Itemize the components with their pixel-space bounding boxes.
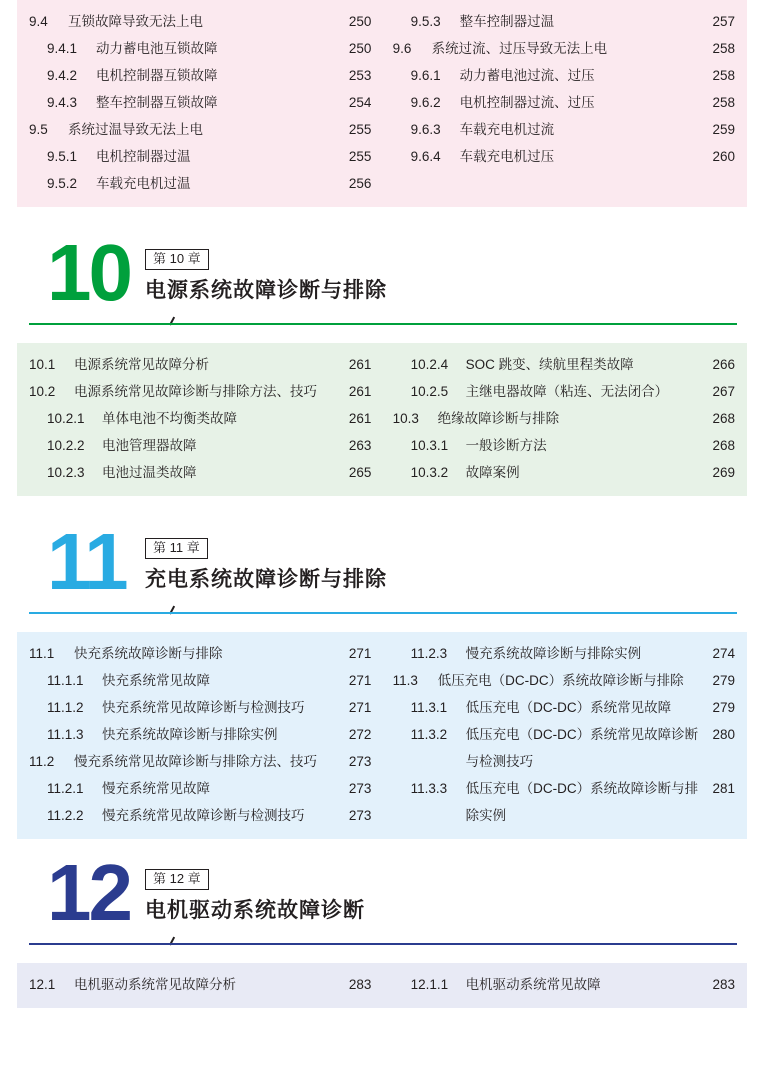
- chapter-number: 12: [47, 848, 130, 937]
- chapter-rule: [29, 323, 737, 325]
- toc-entry-title: 电机控制器互锁故障: [96, 68, 218, 83]
- toc-entry[interactable]: [29, 775, 371, 802]
- toc-entry-number: 11.1.2: [47, 700, 84, 715]
- chapter-rule: [29, 612, 737, 614]
- toc-entry-number: 11.3.3: [410, 781, 448, 796]
- toc-entry-title: 整车控制器互锁故障: [96, 95, 218, 110]
- toc-entry-number: 10.2.3: [47, 465, 85, 480]
- toc-entry[interactable]: [29, 378, 371, 405]
- toc-entry[interactable]: [29, 143, 371, 170]
- toc-entry-title: 快充系统常见故障: [102, 673, 210, 688]
- toc-entry-number: 11.1.1: [47, 673, 84, 688]
- toc-entry-page: 253: [348, 68, 372, 83]
- toc-entry-page: 268: [712, 438, 735, 453]
- chapter-number: 11: [47, 517, 126, 606]
- toc-entry-title: 互锁故障导致无法上电: [68, 14, 203, 29]
- toc-entry[interactable]: [29, 62, 371, 89]
- toc-entry-title: 电机驱动系统常见故障: [465, 977, 601, 992]
- toc-entry-title: 快充系统故障诊断与排除实例: [102, 727, 278, 742]
- toc-entry[interactable]: [393, 62, 735, 89]
- toc-entry-page: 273: [348, 754, 372, 769]
- toc-entry[interactable]: [393, 459, 735, 486]
- toc-column-left: [29, 351, 371, 486]
- toc-entry-number: 10.3.1: [410, 438, 449, 453]
- toc-block-chapter12: [17, 963, 747, 1008]
- toc-entry[interactable]: [29, 694, 371, 721]
- toc-entry-title: 主继电器故障（粘连、无法闭合）: [465, 384, 669, 399]
- toc-entry[interactable]: [29, 89, 371, 116]
- toc-entry-number: 9.6.3: [410, 122, 441, 137]
- toc-entry[interactable]: [29, 802, 371, 829]
- toc-column-right: [393, 8, 735, 197]
- toc-entry-number: 9.5.2: [47, 176, 78, 191]
- toc-entry-page: 256: [348, 176, 372, 191]
- toc-block-chapter11: [17, 632, 747, 839]
- toc-entry-page: 261: [348, 384, 372, 399]
- toc-entry-number: 10.3.2: [410, 465, 449, 480]
- toc-entry-title: 慢充系统常见故障诊断与排除方法、技巧: [74, 754, 317, 769]
- toc-entry[interactable]: [29, 35, 371, 62]
- chapter-title: 充电系统故障诊断与排除: [145, 568, 387, 591]
- toc-entry-title: 电池过温类故障: [102, 465, 197, 480]
- toc-entry[interactable]: [393, 89, 735, 116]
- toc-entry-title: 低压充电（DC-DC）系统故障诊断与排除: [437, 673, 684, 688]
- toc-entry[interactable]: [393, 667, 735, 694]
- toc-entry-page: 254: [348, 95, 372, 110]
- toc-entry-number: 9.4.1: [47, 41, 78, 56]
- toc-entry-page: 258: [712, 41, 735, 56]
- toc-entry-page: 267: [712, 384, 735, 399]
- toc-entry-number: 10.3: [392, 411, 419, 426]
- toc-entry-page: 257: [712, 14, 735, 29]
- toc-entry-number: 9.6.2: [410, 95, 441, 110]
- toc-entry[interactable]: [29, 748, 371, 775]
- toc-entry-title: SOC 跳变、续航里程类故障: [465, 357, 634, 372]
- chapter-number: 10: [47, 228, 130, 317]
- chapter-title: 电机驱动系统故障诊断: [145, 899, 365, 922]
- toc-entry-number: 9.4.2: [47, 68, 78, 83]
- toc-entry-page: 279: [712, 673, 735, 688]
- toc-entry-page: 250: [348, 14, 372, 29]
- toc-entry-number: 11.1: [29, 646, 55, 661]
- toc-entry-title: 电源系统常见故障诊断与排除方法、技巧: [74, 384, 317, 399]
- toc-entry[interactable]: [29, 459, 371, 486]
- toc-entry-number: 10.2: [29, 384, 56, 399]
- toc-entry-title: 车载充电机过流: [459, 122, 555, 137]
- toc-entry[interactable]: [29, 721, 371, 748]
- toc-entry-title: 车载充电机过压: [459, 149, 555, 164]
- toc-entry[interactable]: [29, 667, 371, 694]
- toc-entry-number: 9.5.3: [410, 14, 441, 29]
- toc-entry-page: 283: [348, 977, 372, 992]
- toc-entry-page: 279: [712, 700, 735, 715]
- toc-entry[interactable]: [393, 432, 735, 459]
- toc-entry[interactable]: [393, 8, 735, 35]
- toc-entry[interactable]: [29, 432, 371, 459]
- toc-entry-page: 269: [712, 465, 735, 480]
- toc-entry[interactable]: [29, 351, 371, 378]
- toc-entry-title: 动力蓄电池过流、过压: [459, 68, 595, 83]
- toc-entry-page: 281: [712, 781, 735, 796]
- toc-entry-page: 280: [712, 727, 735, 742]
- toc-entry-title: 低压充电（DC-DC）系统故障诊断与排除实例: [465, 781, 699, 823]
- toc-entry[interactable]: [29, 640, 371, 667]
- toc-entry[interactable]: [29, 971, 371, 998]
- toc-entry-page: 261: [348, 357, 372, 372]
- toc-entry[interactable]: [393, 35, 735, 62]
- toc-entry[interactable]: [29, 405, 371, 432]
- toc-entry-title: 快充系统常见故障诊断与检测技巧: [102, 700, 305, 715]
- toc-entry-title: 电机控制器过流、过压: [459, 95, 595, 110]
- spacer: [0, 333, 764, 343]
- toc-entry-page: 271: [348, 646, 372, 661]
- toc-entry[interactable]: [393, 775, 735, 829]
- toc-entry-number: 9.4: [29, 14, 48, 29]
- toc-entry-title: 电池管理器故障: [102, 438, 197, 453]
- toc-entry-title: 单体电池不均衡类故障: [102, 411, 237, 426]
- toc-column-right: [393, 640, 735, 829]
- toc-entry-page: 272: [348, 727, 372, 742]
- toc-entry-number: 10.2.1: [47, 411, 85, 426]
- chapter-tag: 第 12 章: [145, 869, 209, 890]
- toc-column-left: [29, 8, 371, 197]
- toc-entry-number: 10.2.2: [47, 438, 85, 453]
- toc-entry-page: 255: [348, 122, 372, 137]
- toc-entry-page: 260: [712, 149, 735, 164]
- toc-entry-number: 9.6: [392, 41, 412, 56]
- toc-entry-title: 快充系统故障诊断与排除: [74, 646, 223, 661]
- toc-entry-number: 9.6.4: [410, 149, 441, 164]
- toc-entry[interactable]: [393, 378, 735, 405]
- toc-entry-page: 263: [348, 438, 372, 453]
- toc-entry-page: 266: [712, 357, 735, 372]
- toc-block-chapter10: [17, 343, 747, 496]
- toc-column-right: [393, 971, 735, 998]
- chapter-title: 电源系统故障诊断与排除: [145, 279, 387, 302]
- toc-entry-number: 10.2.4: [410, 357, 449, 372]
- toc-column-right: [393, 351, 735, 486]
- toc-entry-page: 259: [712, 122, 735, 137]
- chapter-header-12: [17, 848, 747, 953]
- toc-entry-title: 慢充系统常见故障: [102, 781, 210, 796]
- toc-entry[interactable]: [29, 116, 371, 143]
- toc-entry-page: 274: [712, 646, 735, 661]
- toc-entry[interactable]: [393, 405, 735, 432]
- toc-block-chapter9: [17, 0, 747, 207]
- toc-entry-page: 268: [712, 411, 735, 426]
- toc-entry-number: 10.1: [29, 357, 56, 372]
- toc-entry-number: 11.2: [29, 754, 55, 769]
- toc-entry-title: 电机控制器过温: [96, 149, 191, 164]
- toc-entry[interactable]: [393, 351, 735, 378]
- toc-entry-title: 低压充电（DC-DC）系统常见故障诊断与检测技巧: [465, 727, 699, 769]
- toc-entry-page: 258: [712, 95, 735, 110]
- toc-entry[interactable]: [393, 694, 735, 721]
- toc-column-left: [29, 971, 371, 998]
- toc-entry-page: 271: [348, 700, 372, 715]
- chapter-rule: [29, 943, 737, 945]
- toc-entry[interactable]: [393, 971, 735, 998]
- toc-entry-number: 10.2.5: [410, 384, 449, 399]
- spacer: [0, 953, 764, 963]
- toc-entry-title: 一般诊断方法: [465, 438, 547, 453]
- toc-entry-page: 265: [348, 465, 372, 480]
- chapter-tag: 第 11 章: [145, 538, 208, 559]
- toc-entry-number: 11.3.1: [410, 700, 448, 715]
- toc-entry-number: 9.5: [29, 122, 48, 137]
- toc-entry-page: 271: [348, 673, 372, 688]
- toc-entry-number: 9.5.1: [47, 149, 78, 164]
- toc-entry-number: 12.1.1: [410, 977, 449, 992]
- chapter-header-11: [17, 517, 747, 622]
- toc-entry-number: 12.1: [29, 977, 56, 992]
- toc-entry-number: 9.4.3: [47, 95, 78, 110]
- toc-entry-title: 电机驱动系统常见故障分析: [74, 977, 236, 992]
- toc-entry-title: 系统过流、过压导致无法上电: [431, 41, 608, 56]
- toc-entry-title: 绝缘故障诊断与排除: [437, 411, 560, 426]
- toc-entry-title: 低压充电（DC-DC）系统常见故障: [465, 700, 672, 715]
- toc-entry-number: 11.2.3: [410, 646, 448, 661]
- toc-entry-number: 11.1.3: [47, 727, 84, 742]
- toc-entry-number: 11.3: [392, 673, 418, 688]
- toc-entry[interactable]: [393, 640, 735, 667]
- toc-entry-number: 11.3.2: [410, 727, 448, 742]
- toc-entry[interactable]: [393, 721, 735, 775]
- toc-entry-number: 11.2.1: [47, 781, 84, 796]
- toc-entry-page: 283: [712, 977, 735, 992]
- toc-entry-title: 慢充系统常见故障诊断与检测技巧: [102, 808, 305, 823]
- toc-entry-title: 整车控制器过温: [459, 14, 555, 29]
- toc-entry-page: 250: [348, 41, 372, 56]
- toc-entry-page: 273: [348, 808, 372, 823]
- toc-entry[interactable]: [393, 143, 735, 170]
- toc-entry-page: 258: [712, 68, 735, 83]
- toc-entry-number: 11.2.2: [47, 808, 84, 823]
- toc-entry-page: 261: [348, 411, 372, 426]
- toc-entry[interactable]: [393, 116, 735, 143]
- toc-entry-page: 255: [348, 149, 372, 164]
- toc-entry-title: 系统过温导致无法上电: [68, 122, 203, 137]
- toc-entry-title: 故障案例: [465, 465, 520, 480]
- chapter-header-10: [17, 228, 747, 333]
- chapter-tag: 第 10 章: [145, 249, 209, 270]
- toc-column-left: [29, 640, 371, 829]
- toc-entry-page: 273: [348, 781, 372, 796]
- toc-entry[interactable]: [29, 170, 371, 197]
- toc-entry-title: 动力蓄电池互锁故障: [96, 41, 218, 56]
- toc-entry-number: 9.6.1: [410, 68, 441, 83]
- spacer: [0, 622, 764, 632]
- toc-entry-title: 车载充电机过温: [96, 176, 191, 191]
- toc-entry[interactable]: [29, 8, 371, 35]
- toc-entry-title: 电源系统常见故障分析: [74, 357, 209, 372]
- toc-entry-title: 慢充系统故障诊断与排除实例: [465, 646, 642, 661]
